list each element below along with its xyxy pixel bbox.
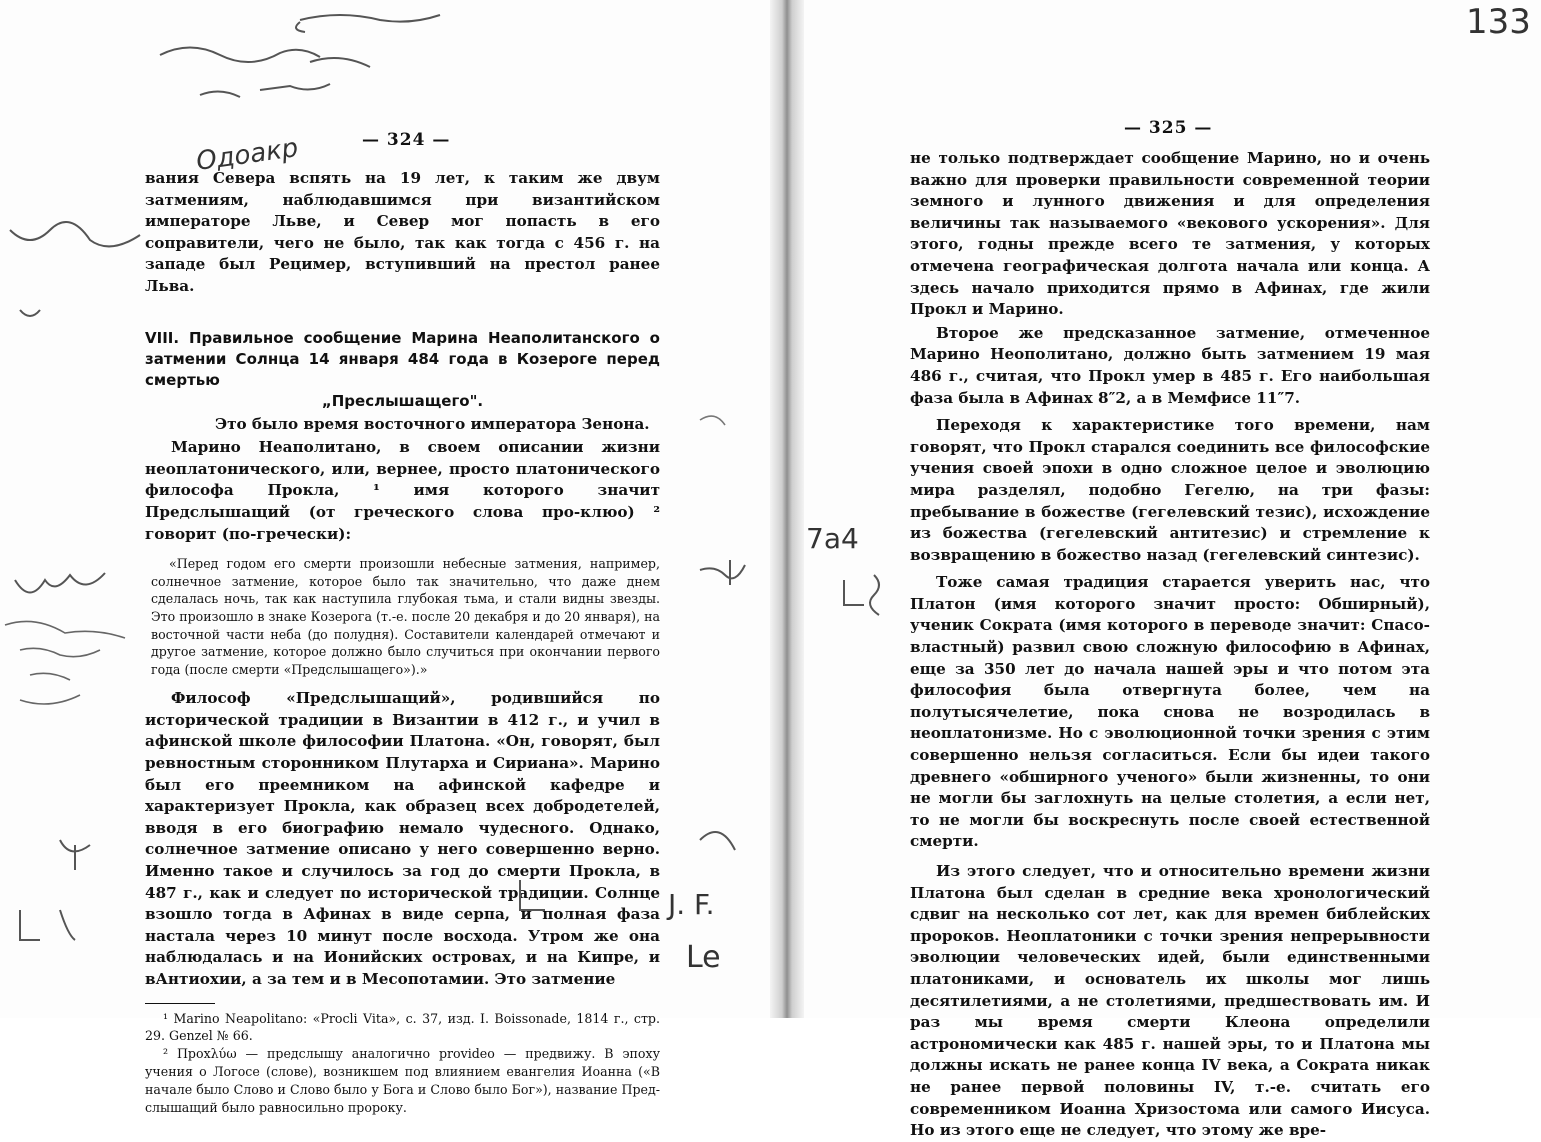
section-heading-last-line: „Преслышащего". [321, 391, 484, 410]
paragraph-philosopher: Философ «Предслышащий», родившийся по исторической традиции в Византии в 412 г., и учил в афинской школе философии Платона. «Он, говорят, был ревностным сторонником Плутарха и Сириана». Марино был его преемником на афинской кафедре и характеризует Прокла, как образец всех добродетелей, вводя в его биографию немало чудесного. Однако, солнечное затмение описано у него совершенно верно. Именно такое и случилось за год до смерти Прокла, в 487 г., как и следует по исторической традиции. Солнце взошло тогда в Афинах в виде серпа, и полная фаза настала через 10 минут после восхода. Утром же она наблюдалась и на Ионийских островах, и на Кипре, и вАнтиохии, а за тем и в Месопотамии. Это затмение [145, 689, 660, 988]
right-paragraph-4: Тоже самая традиция старается уверить нас, что Платон (имя которого значит просто: Обширный), ученик Сократа (имя которого в переводе значит: Спасо-властный) развил свою сложную философию в Афинах, еще за 350 лет до начала нашей эры и что потом эта философия была отвергнута более, чем на полутысячелетие, пока снова не возродилась в неоплатонизме. Но с эволюционной точки зрения с этим совершенно нельзя согласиться. Если бы идеи такого древнего «обширного ученого» были жизненны, то они не могли бы заглохнуть на целые столетия, а если нет, то не могли бы воскреснуть после своей естественной смерти. [910, 573, 1430, 851]
page-number-325: — 325 — [1124, 118, 1213, 138]
left-paragraph-continuation: вания Севера вспять на 19 лет, к таким же двум затмениям, наблюдавшимся при византийском императоре Льве, и Север мог попасть в его соправители, чего не было, так как тогда с 456 г. на западе был Рецимер, вступивший на престол ранее Льва. [145, 169, 660, 295]
quote-text: «Перед годом его смерти произошли небесные затмения, например, солнечное затмение, которое было так значительно, что даже днем сделалась ночь, так как наступила глубокая тьма, и стали видны звезды. Это произошло в знаке Козерога (т.-е. после 20 декабря и до 20 января), на восточной части неба (до полудня). Составители календарей отмечают и другое затмение, которое должно было случиться при окончании первого года (после смерти «Предслышащего»).» [151, 556, 660, 677]
handwritten-scribbles-right [804, 0, 1541, 1018]
section-heading-text: VIII. Правильное сообщение Марина Неаполитанского о затмении Солнца 14 января 484 года в Козероге перед смертью [145, 328, 660, 389]
right-paragraph-1: не только подтверждает сообщение Марино, но и очень важно для проверки правильности современной теории земного и лунного движения и для определения величины так называемого «векового ускорения». Для этого, годны прежде всего те затмения, у которых отмечена географическая долгота начала или конца. А здесь начало приходится прямо в Афинах, где жили Прокл и Марино. [910, 149, 1430, 319]
handwritten-jf: J. F. [668, 888, 715, 921]
handwritten-le: Le [686, 940, 721, 975]
handwritten-scribbles-left [0, 0, 770, 1018]
footnotes [145, 1010, 660, 1117]
era-line: Это было время восточного императора Зенона. [215, 414, 650, 433]
right-page [804, 0, 1541, 1140]
handwritten-page-number: 133 [1466, 2, 1531, 42]
paragraph-marino: Марино Неаполитано, в своем описании жизни неоплатонического, или, вернее, просто платонического философа Прокла, ¹ имя которого значит Предслышащий (от греческого слова про-клюо) ² говорит (по-гречески): [145, 438, 660, 543]
right-paragraph-5: Из этого следует, что и относительно времени жизни Платона был сделан в средние века хронологический сдвиг на несколько сот лет, как для времен библейских пророков. Неоплатоники с точки зрения непрерывности эволюции человеческих идей, были единственными платониками, и основатель их школы мог лишь десятилетиями, а не столетиями, предшествовать им. И раз мы время смерти Клеона определили астрономически как 485 г. нашей эры, то и Платона мы должны искать не ранее конца IV века, а Сократа никак не ранее первой половины IV, т.-е. считать его современником Иоанна Хризостома или самого Иисуса. Но из этого еще не следует, что этому же вре- [910, 862, 1430, 1140]
footnote-1: ¹ Marino Neapolitano: «Procli Vita», с. 37, изд. I. Boissonade, 1814 г., стр. 29. Genzel № 66. [145, 1010, 660, 1044]
book-gutter [770, 0, 804, 1018]
right-paragraph-3: Переходя к характеристике того времени, нам говорят, что Прокл старался соединить все философские учения своей эпохи в одно сложное целое и эволюцию мира разделял, подобно Гегелю, на три фазы: пребывание в божестве (гегелевский тезис), исхождение из божества (гегелевский антитезис) и стремление к возвращению в божество назад (гегелевский синтезис). [910, 416, 1430, 564]
left-page [0, 0, 770, 1115]
handwritten-odoakr: Одоакр [194, 133, 301, 177]
footnote-2: ² Прохλύω — предслышу аналогично provideo — предвижу. В эпоху учения о Логосе (слове), возникшем под влиянием евангелия Иоанна («В начале было Слово и Слово было у Бога и Слово было Бог»), название Пред-слышащий было равносильно пророку. [145, 1046, 660, 1115]
page-number-324: — 324 — [362, 130, 451, 150]
handwritten-7a4: 7а4 [806, 522, 859, 555]
right-paragraph-2: Второе же предсказанное затмение, отмеченное Марино Неополитано, должно быть затмением 19 мая 486 г., считая, что Прокл умер в 485 г. Его наибольшая фаза была в Афинах 8″2, а в Мемфисе 11″7. [910, 323, 1430, 407]
